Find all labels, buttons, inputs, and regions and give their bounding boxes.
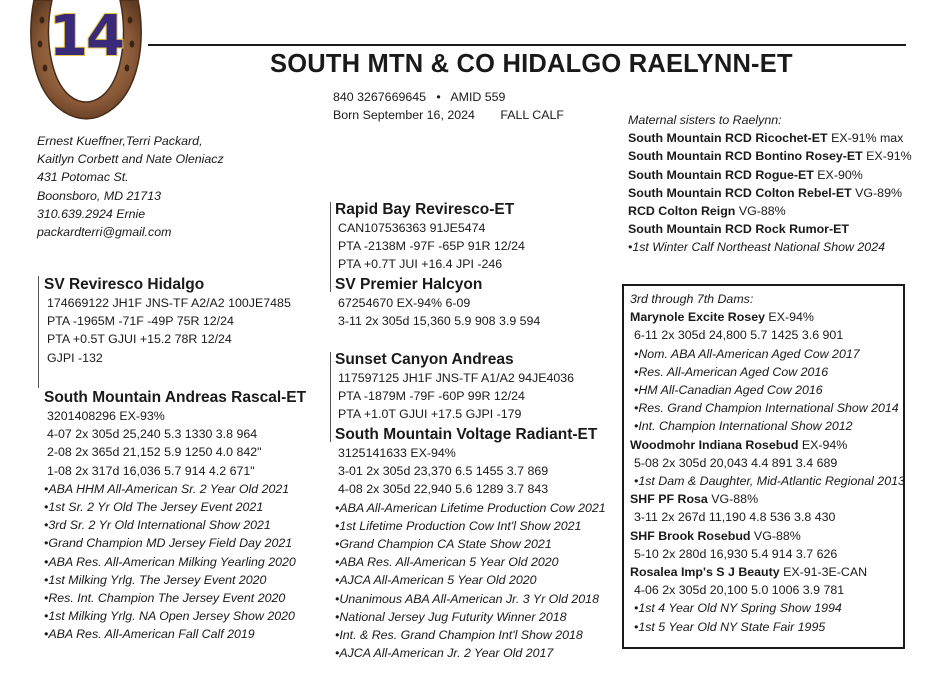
sire-line: GJPI -132 [47,350,103,365]
dams-sire-name: Sunset Canyon Andreas [335,351,514,368]
maternal-sisters-heading: Maternal sisters to Raelynn: [628,113,782,127]
dams-dam-id-line: 3125141633 EX-94% [338,446,456,460]
ancestor-dam-name: SHF Brook Rosebud [630,528,751,543]
consignor-line: 431 Potomac St. [37,170,129,185]
ancestor-dam-honor: •HM All-Canadian Aged Cow 2016 [634,383,823,398]
dam-honor: •ABA Res. All-American Milking Yearling 2020 [44,554,296,569]
dams-box-heading: 3rd through 7th Dams: [630,292,754,306]
dams-sire-block [335,350,574,424]
sister-item [628,147,912,165]
ancestor-dam-record: 3-11 2x 267d 11,190 4.8 536 3.8 430 [634,510,836,525]
dams-dam-honor: •Unanimous ABA All-American Jr. 3 Yr Old 2018 [335,591,599,606]
registration-id: 840 3267669645 [333,90,427,104]
dam-name: South Mountain Andreas Rascal-ET [44,389,307,406]
dam-honor: •1st Milking Yrlg. The Jersey Event 2020 [44,572,267,587]
dams-dam-record: 3-01 2x 305d 23,370 6.5 1455 3.7 869 [338,464,549,479]
pedigree-line [38,276,39,388]
dams-dam-block [335,425,606,662]
sister-name: RCD Colton Reign [628,204,736,219]
ancestor-dam-honor: •Res. All-American Aged Cow 2016 [634,364,829,379]
born-line [333,106,564,124]
calf-class: FALL CALF [500,108,564,122]
ancestor-dam-name: Marynole Excite Rosey [630,310,765,325]
ancestor-dam-score: VG-88% [707,492,759,507]
sister-item [628,166,912,184]
sires-sire-line: PTA +0.7T JUI +16.4 JPI -246 [338,257,503,272]
ancestor-dam-name-line [630,436,905,454]
consignor-email: packardterri@gmail.com [37,225,172,240]
ancestor-dam-record: 5-10 2x 280d 16,930 5.4 914 3.7 626 [634,546,838,561]
ancestor-dam-name-line [630,308,905,326]
dams-dam-honor: •Int. & Res. Grand Champion Int'l Show 2018 [335,628,583,643]
ancestor-dam-name: Woodmohr Indiana Rosebud [630,437,799,452]
dams-sire-line: PTA +1.0T GJUI +17.5 GJPI -179 [338,407,522,422]
consignor-line: Kaitlyn Corbett and Nate Oleniacz [37,152,224,167]
dams-sire-line: PTA -1879M -79F -60P 99R 12/24 [338,389,525,404]
ancestor-dam-score: EX-94% [798,437,848,452]
sires-sire-name: Rapid Bay Reviresco-ET [335,201,515,218]
dams-dam-honor: •National Jersey Jug Futurity Winner 2018 [335,609,567,624]
ancestor-dam-record: 6-11 2x 305d 24,800 5.7 1425 3.6 901 [634,328,844,343]
sire-line: PTA +0.5T GJUI +15.2 78R 12/24 [47,332,232,347]
title-rule [148,44,906,46]
ancestor-dam-name: Rosalea Imp's S J Beauty [630,565,780,580]
ancestor-dam-honor: •Nom. ABA All-American Aged Cow 2017 [634,346,860,361]
bullet: • [436,90,441,104]
dam-record: 2-08 2x 365d 21,152 5.9 1250 4.0 842" [47,445,262,460]
sires-dam-line: 67254670 EX-94% 6-09 [338,296,471,310]
sister-name: South Mountain RCD Rogue-ET [628,167,814,182]
ancestor-dam-record: 4-06 2x 305d 20,100 5.0 1006 3.9 781 [634,583,845,598]
sires-dam-block [335,275,540,330]
lot-number: 14 [49,4,123,69]
lot-number-logo [24,0,148,122]
sister-score: EX-91% [862,149,912,164]
sires-sire-line: CAN107536363 91JE5474 [338,221,486,235]
ancestor-dam-record: 5-08 2x 305d 20,043 4.4 891 3.4 689 [634,455,838,470]
sire-line: PTA -1965M -71F -49P 75R 12/24 [47,314,234,329]
dams-dam-honor: •AJCA All-American 5 Year Old 2020 [335,573,537,588]
sister-item [628,184,912,202]
sister-name: South Mountain RCD Colton Rebel-ET [628,185,852,200]
dam-honor: •ABA HHM All-American Sr. 2 Year Old 2021 [44,481,290,496]
sister-name: South Mountain RCD Ricochet-ET [628,131,828,146]
ancestor-dam-name-line [630,563,905,581]
dam-honor: •Res. Int. Champion The Jersey Event 2020 [44,591,286,606]
id-line [333,88,505,106]
ancestor-dam-honor: •Int. Champion International Show 2012 [634,419,853,434]
dams-dam-honor: •1st Lifetime Production Cow Int'l Show 2021 [335,518,582,533]
sister-name: South Mountain RCD Rock Rumor-ET [628,222,849,237]
sires-sire-line: PTA -2138M -97F -65P 91R 12/24 [338,239,525,254]
sister-score: EX-91% max [827,131,904,146]
sires-dam-line: 3-11 2x 305d 15,360 5.9 908 3.9 594 [338,314,541,329]
ancestor-dam-honor: •1st Dam & Daughter, Mid-Atlantic Regional 2013 [634,474,905,489]
dam-honor: •ABA Res. All-American Fall Calf 2019 [44,627,255,642]
maternal-sisters-note: •1st Winter Calf Northeast National Show 2024 [628,240,885,255]
dams-dam-honor: •ABA Res. All-American 5 Year Old 2020 [335,555,559,570]
consignor-line: Ernest Kueffner,Terri Packard, [37,134,203,148]
dam-id-line: 3201408296 EX-93% [47,409,165,423]
pedigree-line [330,202,331,292]
dam-honor: •3rd Sr. 2 Yr Old International Show 2021 [44,518,271,533]
dams-dam-honor: •ABA All-American Lifetime Production Cow 2021 [335,500,606,515]
dam-honor: •1st Sr. 2 Yr Old The Jersey Event 2021 [44,500,264,515]
dams-dam-record: 4-08 2x 305d 22,940 5.6 1289 3.7 843 [338,482,549,497]
sister-score: VG-89% [851,185,902,200]
sister-item [628,202,912,220]
amid: AMID 559 [450,90,506,104]
sires-dam-name: SV Premier Halcyon [335,276,483,293]
dam-honor: •1st Milking Yrlg. NA Open Jersey Show 2020 [44,609,295,624]
sire-block [44,275,291,367]
ancestor-dam-score: VG-88% [750,528,801,543]
dam-record: 4-07 2x 305d 25,240 5.3 1330 3.8 964 [47,427,258,442]
sister-name: South Mountain RCD Bontino Rosey-ET [628,149,863,164]
consignor-line: Boonsboro, MD 21713 [37,188,161,203]
pedigree-line [330,352,331,442]
ancestor-dam-honor: •Res. Grand Champion International Show 2014 [634,401,899,416]
ancestor-dam-honor: •1st 4 Year Old NY Spring Show 1994 [634,601,842,616]
sister-item [628,220,912,238]
dam-block [44,388,306,644]
birth-date: Born September 16, 2024 [333,108,475,122]
sister-score: VG-88% [735,204,786,219]
dams-dam-honor: •AJCA All-American Jr. 2 Year Old 2017 [335,646,554,661]
sire-line: 174669122 JH1F JNS-TF A2/A2 100JE7485 [47,296,291,310]
sire-name: SV Reviresco Hidalgo [44,276,205,293]
dams-sire-line: 117597125 JH1F JNS-TF A1/A2 94JE4036 [338,371,575,385]
dam-record: 1-08 2x 317d 16,036 5.7 914 4.2 671" [47,463,255,478]
sister-item [628,129,912,147]
dams-dam-name: South Mountain Voltage Radiant-ET [335,426,598,443]
ancestor-dam-honor: •1st 5 Year Old NY State Fair 1995 [634,619,826,634]
dams-dam-honor: •Grand Champion CA State Show 2021 [335,537,552,552]
ancestor-dam-name-line [630,490,905,508]
maternal-sisters-block [628,111,912,257]
consignor-block [37,132,224,241]
dam-honor: •Grand Champion MD Jersey Field Day 2021 [44,536,293,551]
page-title: SOUTH MTN & CO HIDALGO RAELYNN-ET [270,50,793,78]
ancestor-dam-name: SHF PF Rosa [630,492,708,507]
ancestor-dam-score: EX-91-3E-CAN [779,565,868,580]
ancestor-dam-name-line [630,527,905,545]
ancestor-dam-score: EX-94% [764,310,814,325]
consignor-line: 310.639.2924 Ernie [37,206,146,221]
sires-sire-block [335,200,525,274]
dams-box-content [630,290,905,636]
sister-score: EX-90% [813,167,863,182]
